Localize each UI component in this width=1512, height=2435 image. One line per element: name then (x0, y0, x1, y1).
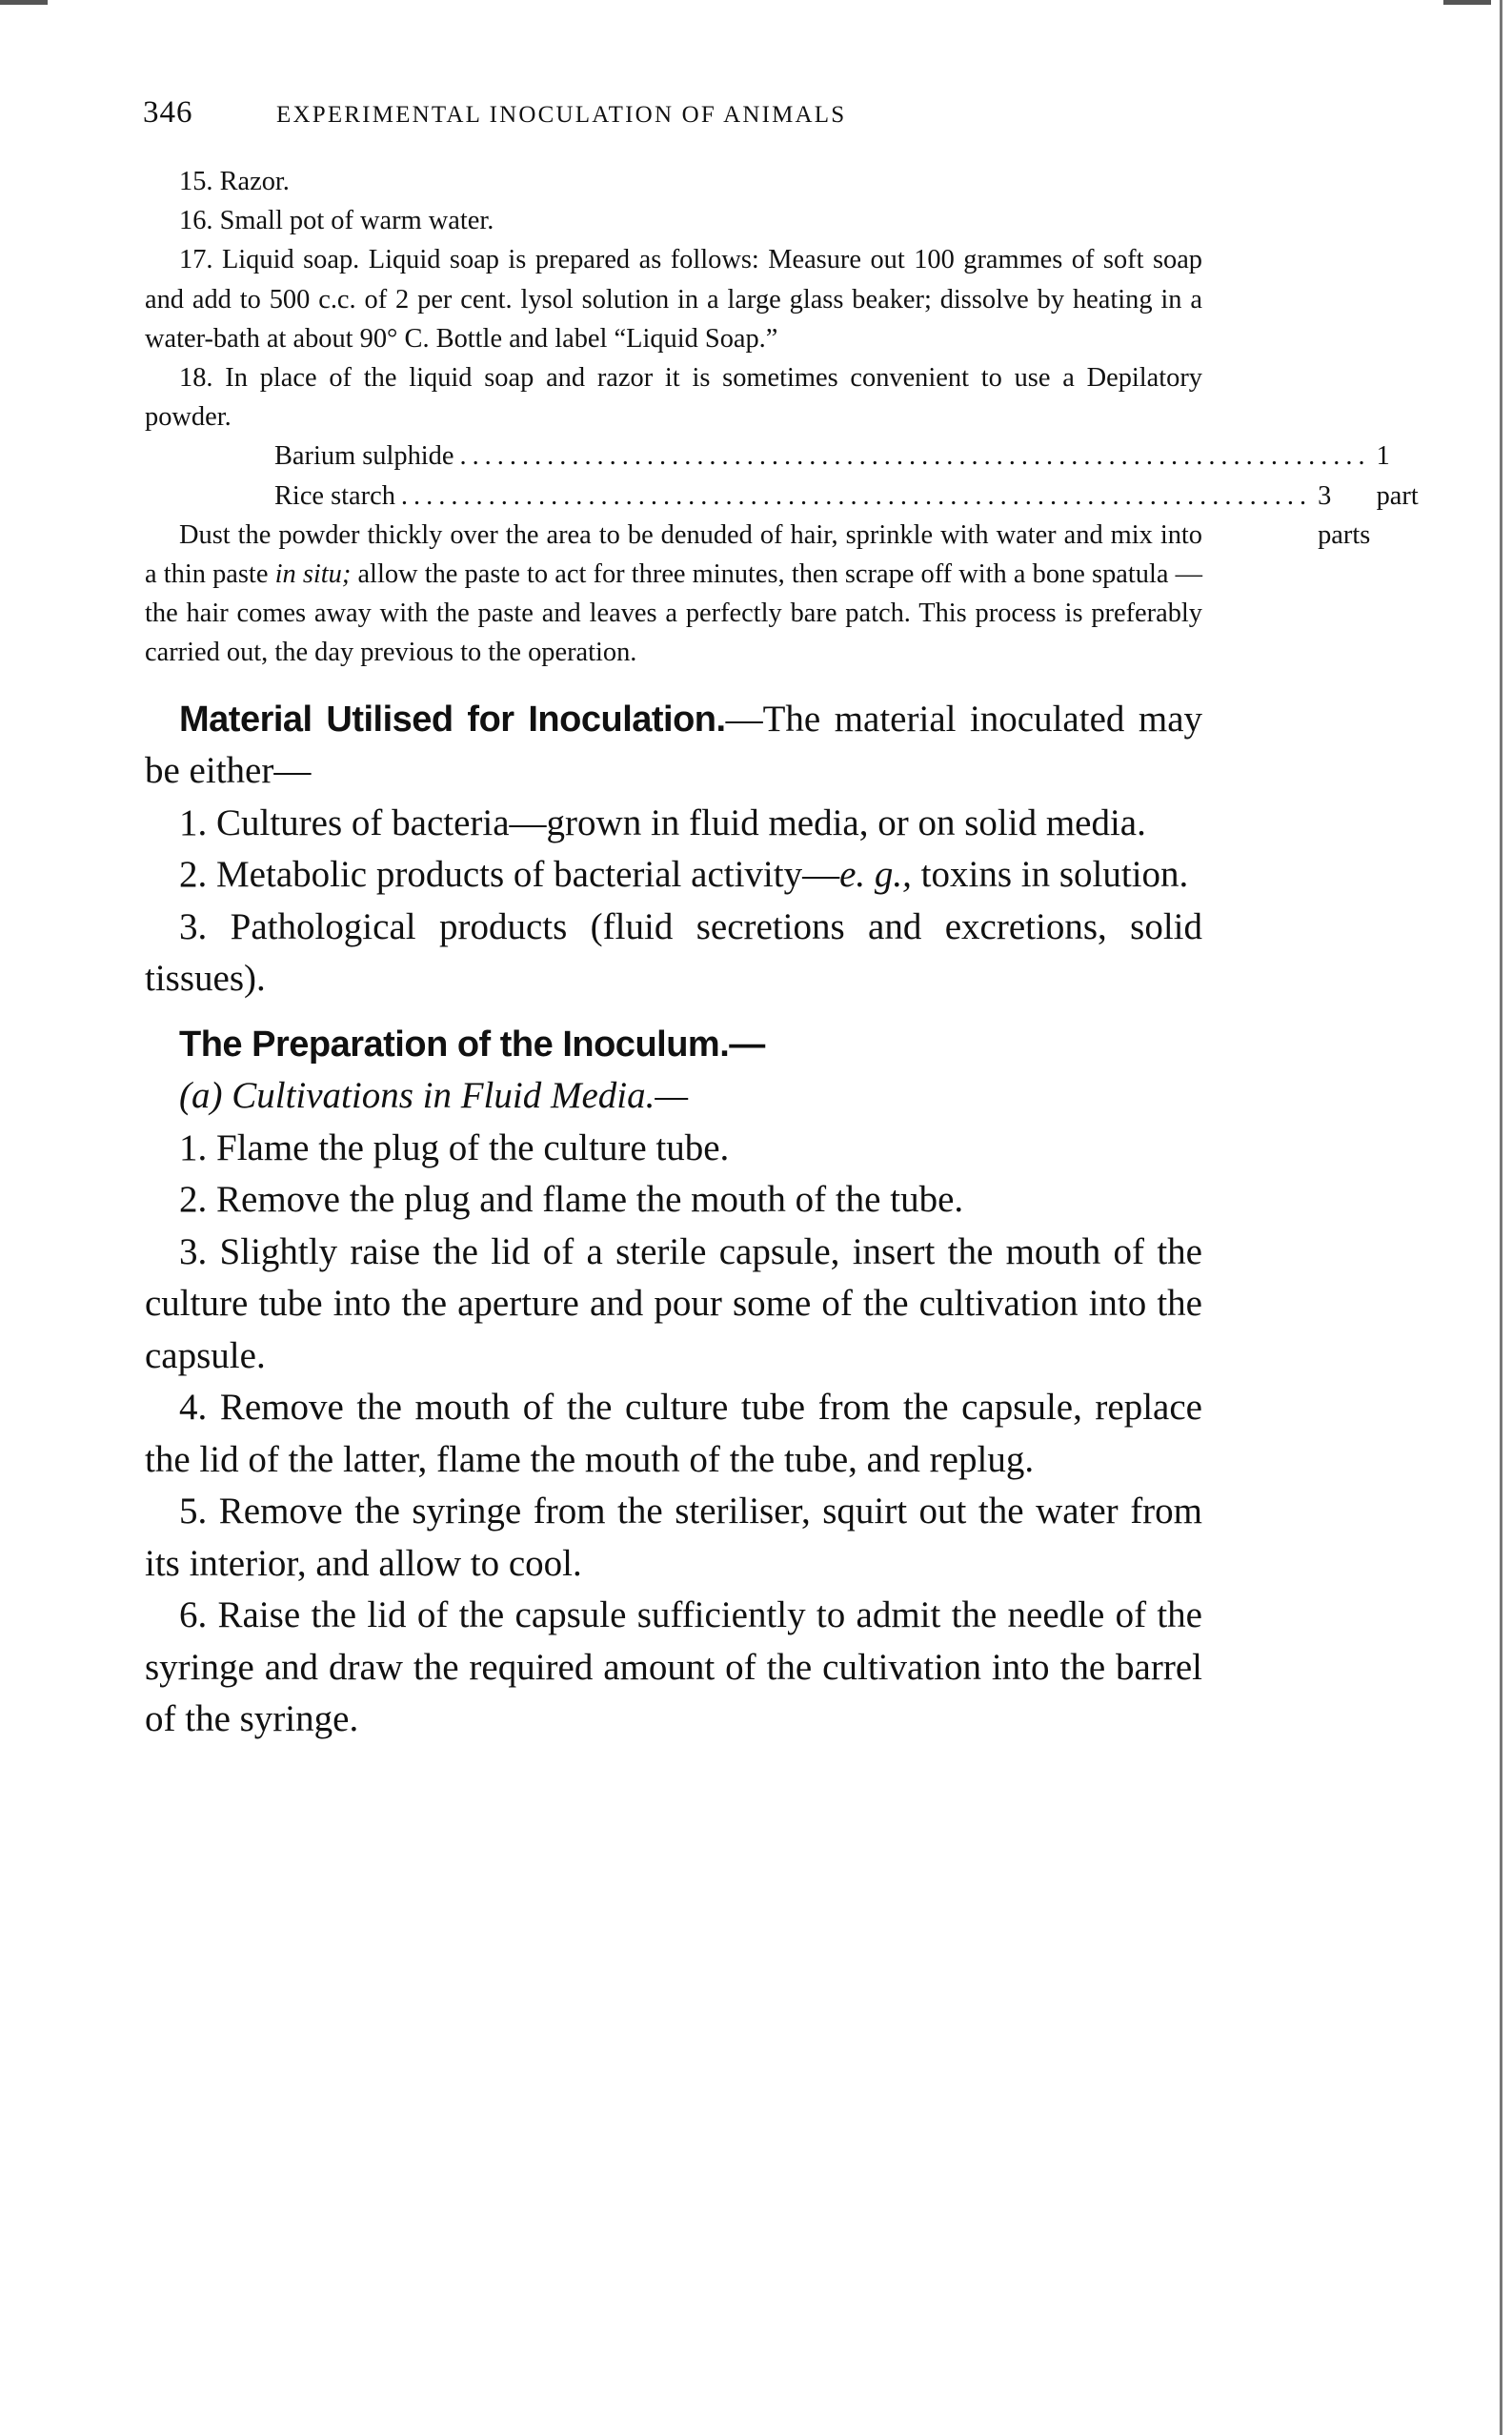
item-text-b: toxins in solution. (911, 854, 1189, 896)
list-item: 3. Pathological products (fluid secretions and excretions, solid tissues). (145, 905, 1202, 1000)
leader-dots: ......................................................................... (400, 480, 1313, 511)
step-item: 1. Flame the plug of the culture tube. (179, 1126, 730, 1168)
ingredient-quantity: 3 parts (1318, 480, 1371, 550)
scan-mark-top-right (1443, 0, 1491, 5)
page-number: 346 (143, 95, 193, 130)
book-page (143, 95, 1419, 1746)
material-section (145, 694, 1202, 1005)
step-item: 4. Remove the mouth of the culture tube from the capsule, replace the lid of the latter, flame the mouth of the tube, and replug. (145, 1387, 1202, 1480)
list-item: 1. Cultures of bacteria—grown in fluid media, or on solid media. (179, 802, 1146, 843)
section-heading: Material Utilised for Inoculation. (179, 699, 726, 740)
scan-mark-right-edge (1500, 0, 1502, 2435)
material-intro-text: —The material inoculated may be either— (145, 698, 1202, 792)
dust-text-b: allow the paste to act for three minutes, then scrape off with a bone spatula —the hair comes away with the paste and leaves a perfectly bare patch. This process is preferably carried out, the day previous to the operation. (145, 559, 1202, 668)
page-header (143, 95, 1202, 162)
section-heading: The Preparation of the Inoculum.— (179, 1024, 765, 1065)
ingredient-name: Rice starch (274, 480, 395, 511)
preparation-section (145, 1019, 1202, 1746)
formula-row (274, 477, 1371, 550)
equipment-list (145, 162, 1419, 673)
step-item: 6. Raise the lid of the capsule sufficiently to admit the needle of the syringe and draw the required amount of the cultivation into the barrel of the syringe. (145, 1594, 1202, 1740)
list-item: 18. In place of the liquid soap and razor it is sometimes convenient to use a Depilatory powder. (145, 363, 1202, 433)
scan-mark-top-left (0, 0, 48, 5)
item-text-italic: e. g., (839, 854, 912, 896)
item-text-a: 2. Metabolic products of bacterial activity— (179, 854, 840, 896)
dust-text-a: Dust the powder thickly over the area to be denuded of hair, sprinkle with water and mix into a thin paste (145, 519, 1202, 589)
ingredient-name: Barium sulphide (274, 441, 454, 472)
dust-text-italic: in situ; (274, 559, 352, 589)
preparation-heading-line (145, 1019, 1202, 1071)
step-item: 3. Slightly raise the lid of a sterile capsule, insert the mouth of the culture tube into the aperture and pour some of the cultivation into the capsule. (145, 1230, 1202, 1376)
list-item (145, 849, 1202, 902)
list-item: 17. Liquid soap. Liquid soap is prepared as follows: Measure out 100 grammes of soft soap and add to 500 c.c. of 2 per cent. lysol solution in a large glass beaker; dissolve by heating in a water-bath at about 90° C. Bottle and label “Liquid Soap.” (145, 245, 1202, 354)
dust-instructions (145, 516, 1202, 673)
step-item: 5. Remove the syringe from the steriliser, squirt out the water from its interior, and allow to cool. (145, 1491, 1202, 1584)
list-item: 15. Razor. (179, 167, 290, 196)
running-head: EXPERIMENTAL INOCULATION OF ANIMALS (276, 102, 847, 128)
depilatory-formula (274, 436, 1419, 550)
step-item: 2. Remove the plug and flame the mouth of the tube. (179, 1179, 964, 1221)
list-item: 16. Small pot of warm water. (179, 206, 494, 236)
ingredient-quantity: 1 part (1376, 441, 1419, 511)
leader-dots: ......................................................................... (459, 441, 1371, 472)
sub-heading: (a) Cultivations in Fluid Media.— (179, 1075, 689, 1117)
material-intro (145, 694, 1202, 798)
